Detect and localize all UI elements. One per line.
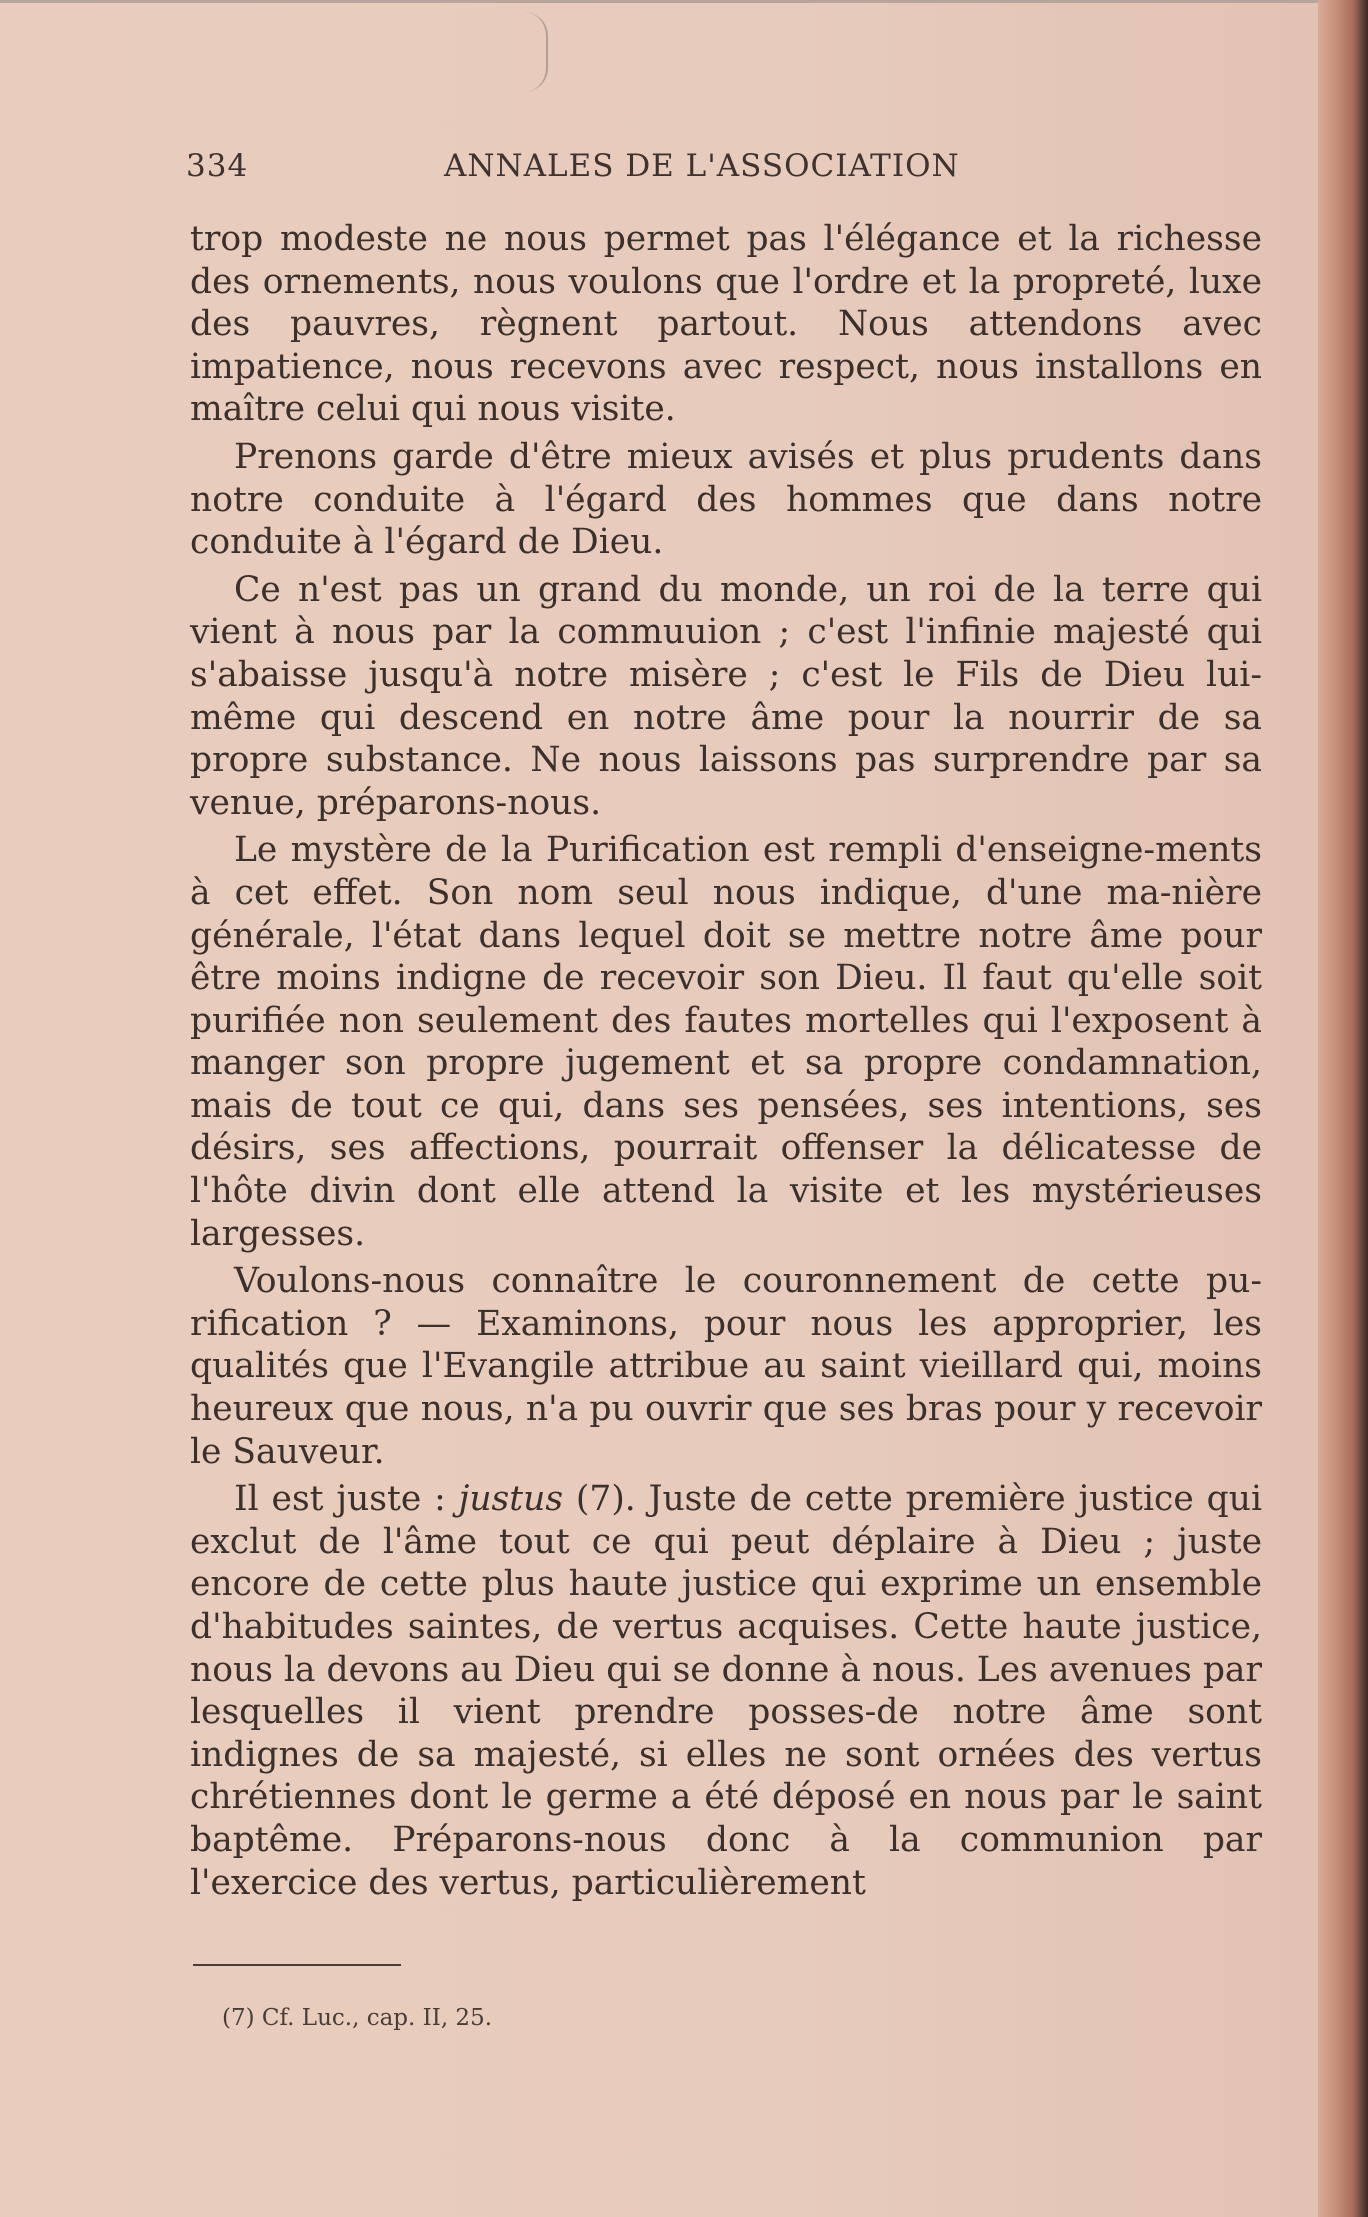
paragraph: Prenons garde d'être mieux avisés et plus prudents dans notre conduite à l'égard des hommes que dans notre conduite à l'égard de Dieu.: [190, 436, 1262, 563]
running-title: ANNALES DE L'ASSOCIATION: [444, 148, 960, 184]
paragraph: trop modeste ne nous permet pas l'élégance et la richesse des ornements, nous voulons que l'ordre et la propreté, luxe des pauvres, règnent partout. Nous attendons avec impatience, nous recevons avec respect, nous installons en maître celui qui nous visite.: [190, 219, 1262, 430]
top-edge-line: [0, 0, 1325, 3]
paragraph: Le mystère de la Purification est rempli d'enseigne-ments à cet effet. Son nom seul nous indique, d'une ma-nière générale, l'état dans lequel doit se mettre notre âme pour être moins indigne de recevoir son Dieu. Il faut qu'elle soit purifiée non seulement des fautes mortelles qui l'exposent à manger son propre jugement et sa propre condamnation, mais de tout ce qui, dans ses pensées, ses intentions, ses désirs, ses affections, pourrait offenser la délicatesse de l'hôte divin dont elle attend la visite et les mystérieuses largesses.: [190, 830, 1262, 1254]
paragraph-rest: . Juste de cette première justice qui exclut de l'âme tout ce qui peut déplaire à Dieu ; juste encore de cette plus haute justice qui exprime un ensemble d'habitudes saintes, de vertus acquises. Cette haute justice, nous la devons au Dieu qui se donne à nous. Les avenues par lesquelles il vient prendre posses-de notre âme sont indignes de sa majesté, si elles ne sont ornées des vertus chrétiennes dont le germe a été déposé en nous par le saint baptême. Préparons-nous donc à la communion par l'exercice des vertus, particulièrement: [190, 1479, 1262, 1903]
paragraph: Voulons-nous connaître le couronnement de cette pu-rification ? — Examinons, pour nous les approprier, les qualités que l'Evangile attribue au saint vieillard qui, moins heureux que nous, n'a pu ouvrir que ses bras pour y recevoir le Sauveur.: [190, 1261, 1262, 1472]
paragraph-last: [190, 1478, 1262, 1904]
footnote-rule: [193, 1964, 401, 1966]
paragraph: Ce n'est pas un grand du monde, un roi de la terre qui vient à nous par la commuuion ; c'est l'infinie majesté qui s'abaisse jusqu'à notre misère ; c'est le Fils de Dieu lui-même qui descend en notre âme pour la nourrir de sa propre substance. Ne nous laissons pas surprendre par sa venue, préparons-nous.: [190, 569, 1262, 823]
body-text: [190, 218, 1262, 1904]
page-number: 334: [186, 148, 249, 184]
footnote: (7) Cf. Luc., cap. II, 25.: [222, 2005, 493, 2031]
pencil-mark: [524, 12, 548, 92]
italic-term: justus: [458, 1479, 564, 1520]
footnote-reference: (7): [563, 1479, 625, 1520]
page-edge-shadow: [1318, 0, 1368, 2217]
paragraph-lead: Il est juste :: [234, 1479, 459, 1520]
page-header: [186, 148, 1256, 192]
